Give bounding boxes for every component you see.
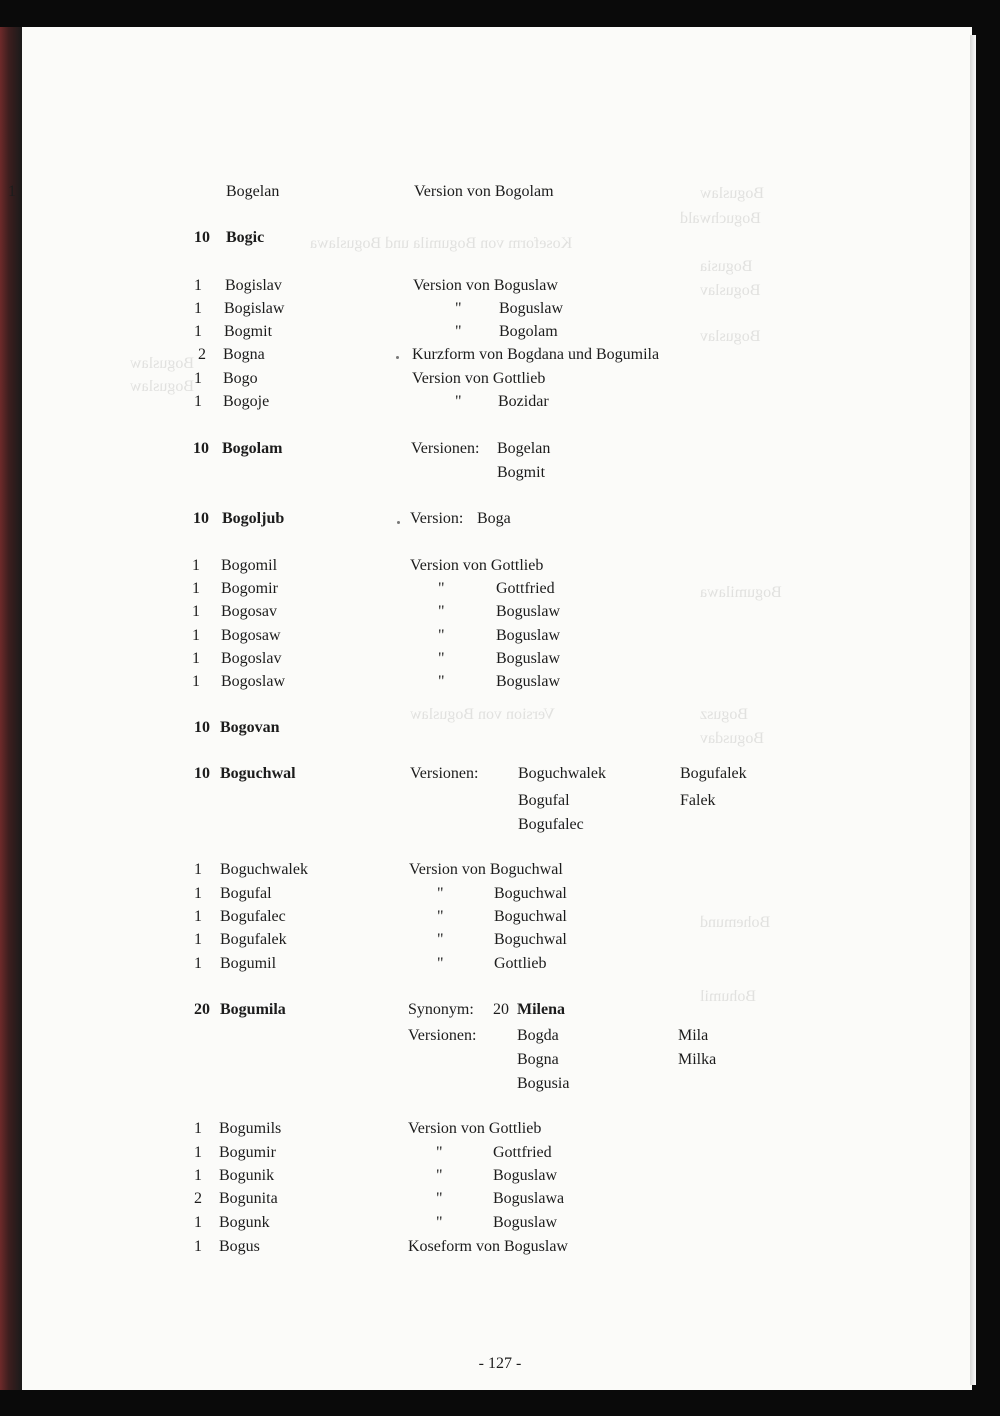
entry-reference: Boguchwal — [494, 908, 567, 925]
entry-reference: Boguchwal — [494, 885, 567, 902]
entry-reference: Gottlieb — [494, 955, 547, 972]
entry-name: Bogmit — [224, 323, 273, 340]
entry-reference: Bogda — [517, 1027, 559, 1044]
entry-note: Koseform von Boguslaw — [408, 1238, 568, 1255]
entry-count: 20 — [194, 1001, 210, 1018]
entry-name: Bogovan — [220, 719, 280, 736]
entry-reference: Boguslaw — [496, 650, 560, 667]
entry-reference: Bogufal — [518, 792, 570, 809]
entry-name: Bogoslav — [221, 650, 282, 667]
entry-extra-version: Milka — [678, 1051, 717, 1068]
book-spine-edge — [0, 27, 22, 1390]
entry-extra-version: Mila — [678, 1027, 709, 1044]
entry-note: Version von Gottlieb — [410, 557, 544, 574]
entry-extra-version: Falek — [680, 792, 716, 809]
entry-name: Bogic — [226, 229, 265, 246]
entry-count: 1 — [194, 1238, 202, 1255]
entry-note: Kurzform von Bogdana und Bogumila — [412, 346, 660, 363]
entry-name: Bogosav — [221, 603, 277, 620]
entry-name: Bogna — [223, 346, 265, 363]
entry-reference: Boguchwal — [494, 931, 567, 948]
entry-count: 1 — [194, 323, 202, 340]
ditto-mark: " — [437, 955, 444, 972]
entry-count: 1 — [194, 861, 202, 878]
entry-reference: Bogusia — [517, 1075, 570, 1092]
entry-name: Bogoje — [223, 393, 270, 410]
ditto-mark: " — [455, 323, 462, 340]
entry-reference: Bogufalec — [518, 816, 584, 833]
entry-count: 1 — [194, 1144, 202, 1161]
entry-count: 1 — [194, 300, 202, 317]
entry-reference: Bogmit — [497, 464, 546, 481]
entry-reference: Boguslaw — [499, 300, 563, 317]
entry-note: Versionen: — [408, 1027, 477, 1044]
entry-count: 1 — [192, 603, 200, 620]
ditto-mark: " — [437, 931, 444, 948]
entry-note: Version von Gottlieb — [412, 370, 546, 387]
entry-name: Bogomir — [221, 580, 278, 597]
ditto-mark: " — [437, 908, 444, 925]
ditto-mark: " — [438, 650, 445, 667]
entry-count: 1 — [194, 955, 202, 972]
entry-name: Bogunita — [219, 1190, 278, 1207]
entry-extra-version: Bogufalek — [680, 765, 747, 782]
entry-reference: Boga — [477, 510, 511, 527]
entry-count: 1 — [194, 885, 202, 902]
scan-frame: Boguslaw Boguchwald Koseform von Bogumila und Boguslawa Bogusia Boguslav Boguslav Bogumilawa Version von Boguslaw Bogusz Bogusdav Bohemund Bohumil Boguslaw Boguslaw 1 Bogelan Version von Bogolam 10 Bogic 1 Bogislav Version von Boguslaw 1 Bogislaw " Boguslaw 1 Bogmit " Bogolam 2 Bogna Kurzform von Bogdana und Bogumila 1 Bogo Version von Gottlieb 1 Bogoje " Bozidar 10 Bogolam Versionen: Bogelan Bogmit 10 Bogoljub Version: Boga 1 Bogomil Version von Gottlieb 1 Bogomir " Gottfried 1 Bogosav " Boguslaw 1 Bogosaw " Boguslaw 1 Bogoslav " Boguslaw 1 Bogoslaw " Boguslaw 10 Bogovan 10 Boguchwal Versionen: Boguchwalek Bogufalek Bogufal Falek Bogufalec 1 Boguchwalek Version von Boguchwal 1 Bogufal " Boguchwal 1 Bogufalec " Boguchwal 1 Bogufalek " Boguchwal 1 Bogumil " Gottlieb 20 Bogumila Synonym: 20 Milena Versionen: Bogda Mila Bogna Milka Bogusia 1 Bogumils Version von Gottlieb 1 Bogumir " Gottfried 1 Bogunik " Boguslaw 2 Bogunita " Boguslawa 1 Bogunk " Boguslaw 1 Bogus Koseform von Boguslaw - 127 - — [0, 0, 1000, 1416]
entry-reference: Bogolam — [499, 323, 558, 340]
entry-name: Bogislaw — [224, 300, 285, 317]
entry-name: Bogufal — [220, 885, 272, 902]
entry-count: 1 — [194, 1167, 202, 1184]
entry-count: 1 — [192, 650, 200, 667]
ditto-mark: " — [438, 603, 445, 620]
entry-name: Bogelan — [226, 183, 280, 200]
entry-name: Bogo — [223, 370, 258, 387]
entry-count: 1 — [194, 908, 202, 925]
entry-note: Version von Boguslaw — [413, 277, 558, 294]
entry-name: Bogumila — [220, 1001, 286, 1018]
entry-count: 1 — [194, 931, 202, 948]
ditto-mark: " — [438, 673, 445, 690]
entry-reference: Boguslaw — [493, 1214, 557, 1231]
ditto-mark: " — [438, 627, 445, 644]
entry-note: Version von Boguchwal — [409, 861, 563, 878]
entry-reference: Boguslaw — [496, 673, 560, 690]
ditto-mark: " — [436, 1190, 443, 1207]
entry-count: 2 — [194, 1190, 202, 1207]
entry-count: 1 — [192, 673, 200, 690]
entry-reference: Boguchwalek — [518, 765, 606, 782]
ditto-mark: " — [438, 580, 445, 597]
entry-note: Versionen: — [411, 440, 480, 457]
entry-name: Bogufalec — [220, 908, 286, 925]
entry-name: Bogomil — [221, 557, 278, 574]
entry-count: 10 — [194, 719, 210, 736]
entry-name: Bogoljub — [222, 510, 285, 527]
entry-count: 1 — [194, 1120, 202, 1137]
entry-count: 1 — [192, 580, 200, 597]
entry-reference: Boguslaw — [493, 1167, 557, 1184]
entry-name: Boguchwalek — [220, 861, 308, 878]
page-edge — [970, 35, 976, 1385]
entry-reference: Gottfried — [496, 580, 555, 597]
entry-reference: Gottfried — [493, 1144, 552, 1161]
ditto-mark: " — [436, 1167, 443, 1184]
entry-count: 1 — [194, 1214, 202, 1231]
entry-count: 1 — [192, 557, 200, 574]
entry-count: 1 — [192, 627, 200, 644]
ditto-mark: " — [436, 1214, 443, 1231]
entry-name: Bogumir — [219, 1144, 276, 1161]
entry-name: Bogumils — [219, 1120, 282, 1137]
entry-note: Version von Gottlieb — [408, 1120, 542, 1137]
entry-count: 1 — [8, 183, 16, 200]
entry-name: Bogunk — [219, 1214, 270, 1231]
entry-reference: Bogelan — [497, 440, 551, 457]
entry-reference: Bozidar — [498, 393, 549, 410]
entry-name: Bogunik — [219, 1167, 275, 1184]
page-number: - 127 - — [478, 1355, 522, 1372]
entry-reference: 20 Milena — [493, 1001, 565, 1018]
entry-name: Bogislav — [225, 277, 282, 294]
entry-name: Bogoslaw — [221, 673, 285, 690]
entry-count: 2 — [198, 346, 206, 363]
entry-note: Versionen: — [410, 765, 479, 782]
entry-reference: Boguslaw — [496, 627, 560, 644]
entry-count: 10 — [193, 440, 209, 457]
entry-name: Bogolam — [222, 440, 283, 457]
entry-note: Version von Bogolam — [414, 183, 554, 200]
entry-name: Bogus — [219, 1238, 260, 1255]
ditto-mark: " — [455, 393, 462, 410]
entry-name: Bogumil — [220, 955, 277, 972]
entry-count: 10 — [193, 510, 209, 527]
entry-reference: Bogna — [517, 1051, 559, 1068]
entry-count: 10 — [194, 765, 210, 782]
entry-note: Synonym: — [408, 1001, 474, 1018]
entry-name: Bogosaw — [221, 627, 281, 644]
entry-count: 1 — [194, 277, 202, 294]
entry-note: Version: — [410, 510, 464, 527]
entry-reference: Boguslawa — [493, 1190, 565, 1207]
entry-reference: Boguslaw — [496, 603, 560, 620]
entry-count: 1 — [194, 370, 202, 387]
ditto-mark: " — [436, 1144, 443, 1161]
ditto-mark: " — [455, 300, 462, 317]
entry-count: 10 — [194, 229, 210, 246]
entry-count: 1 — [194, 393, 202, 410]
ditto-mark: " — [437, 885, 444, 902]
entry-name: Bogufalek — [220, 931, 287, 948]
entry-name: Boguchwal — [220, 765, 296, 782]
